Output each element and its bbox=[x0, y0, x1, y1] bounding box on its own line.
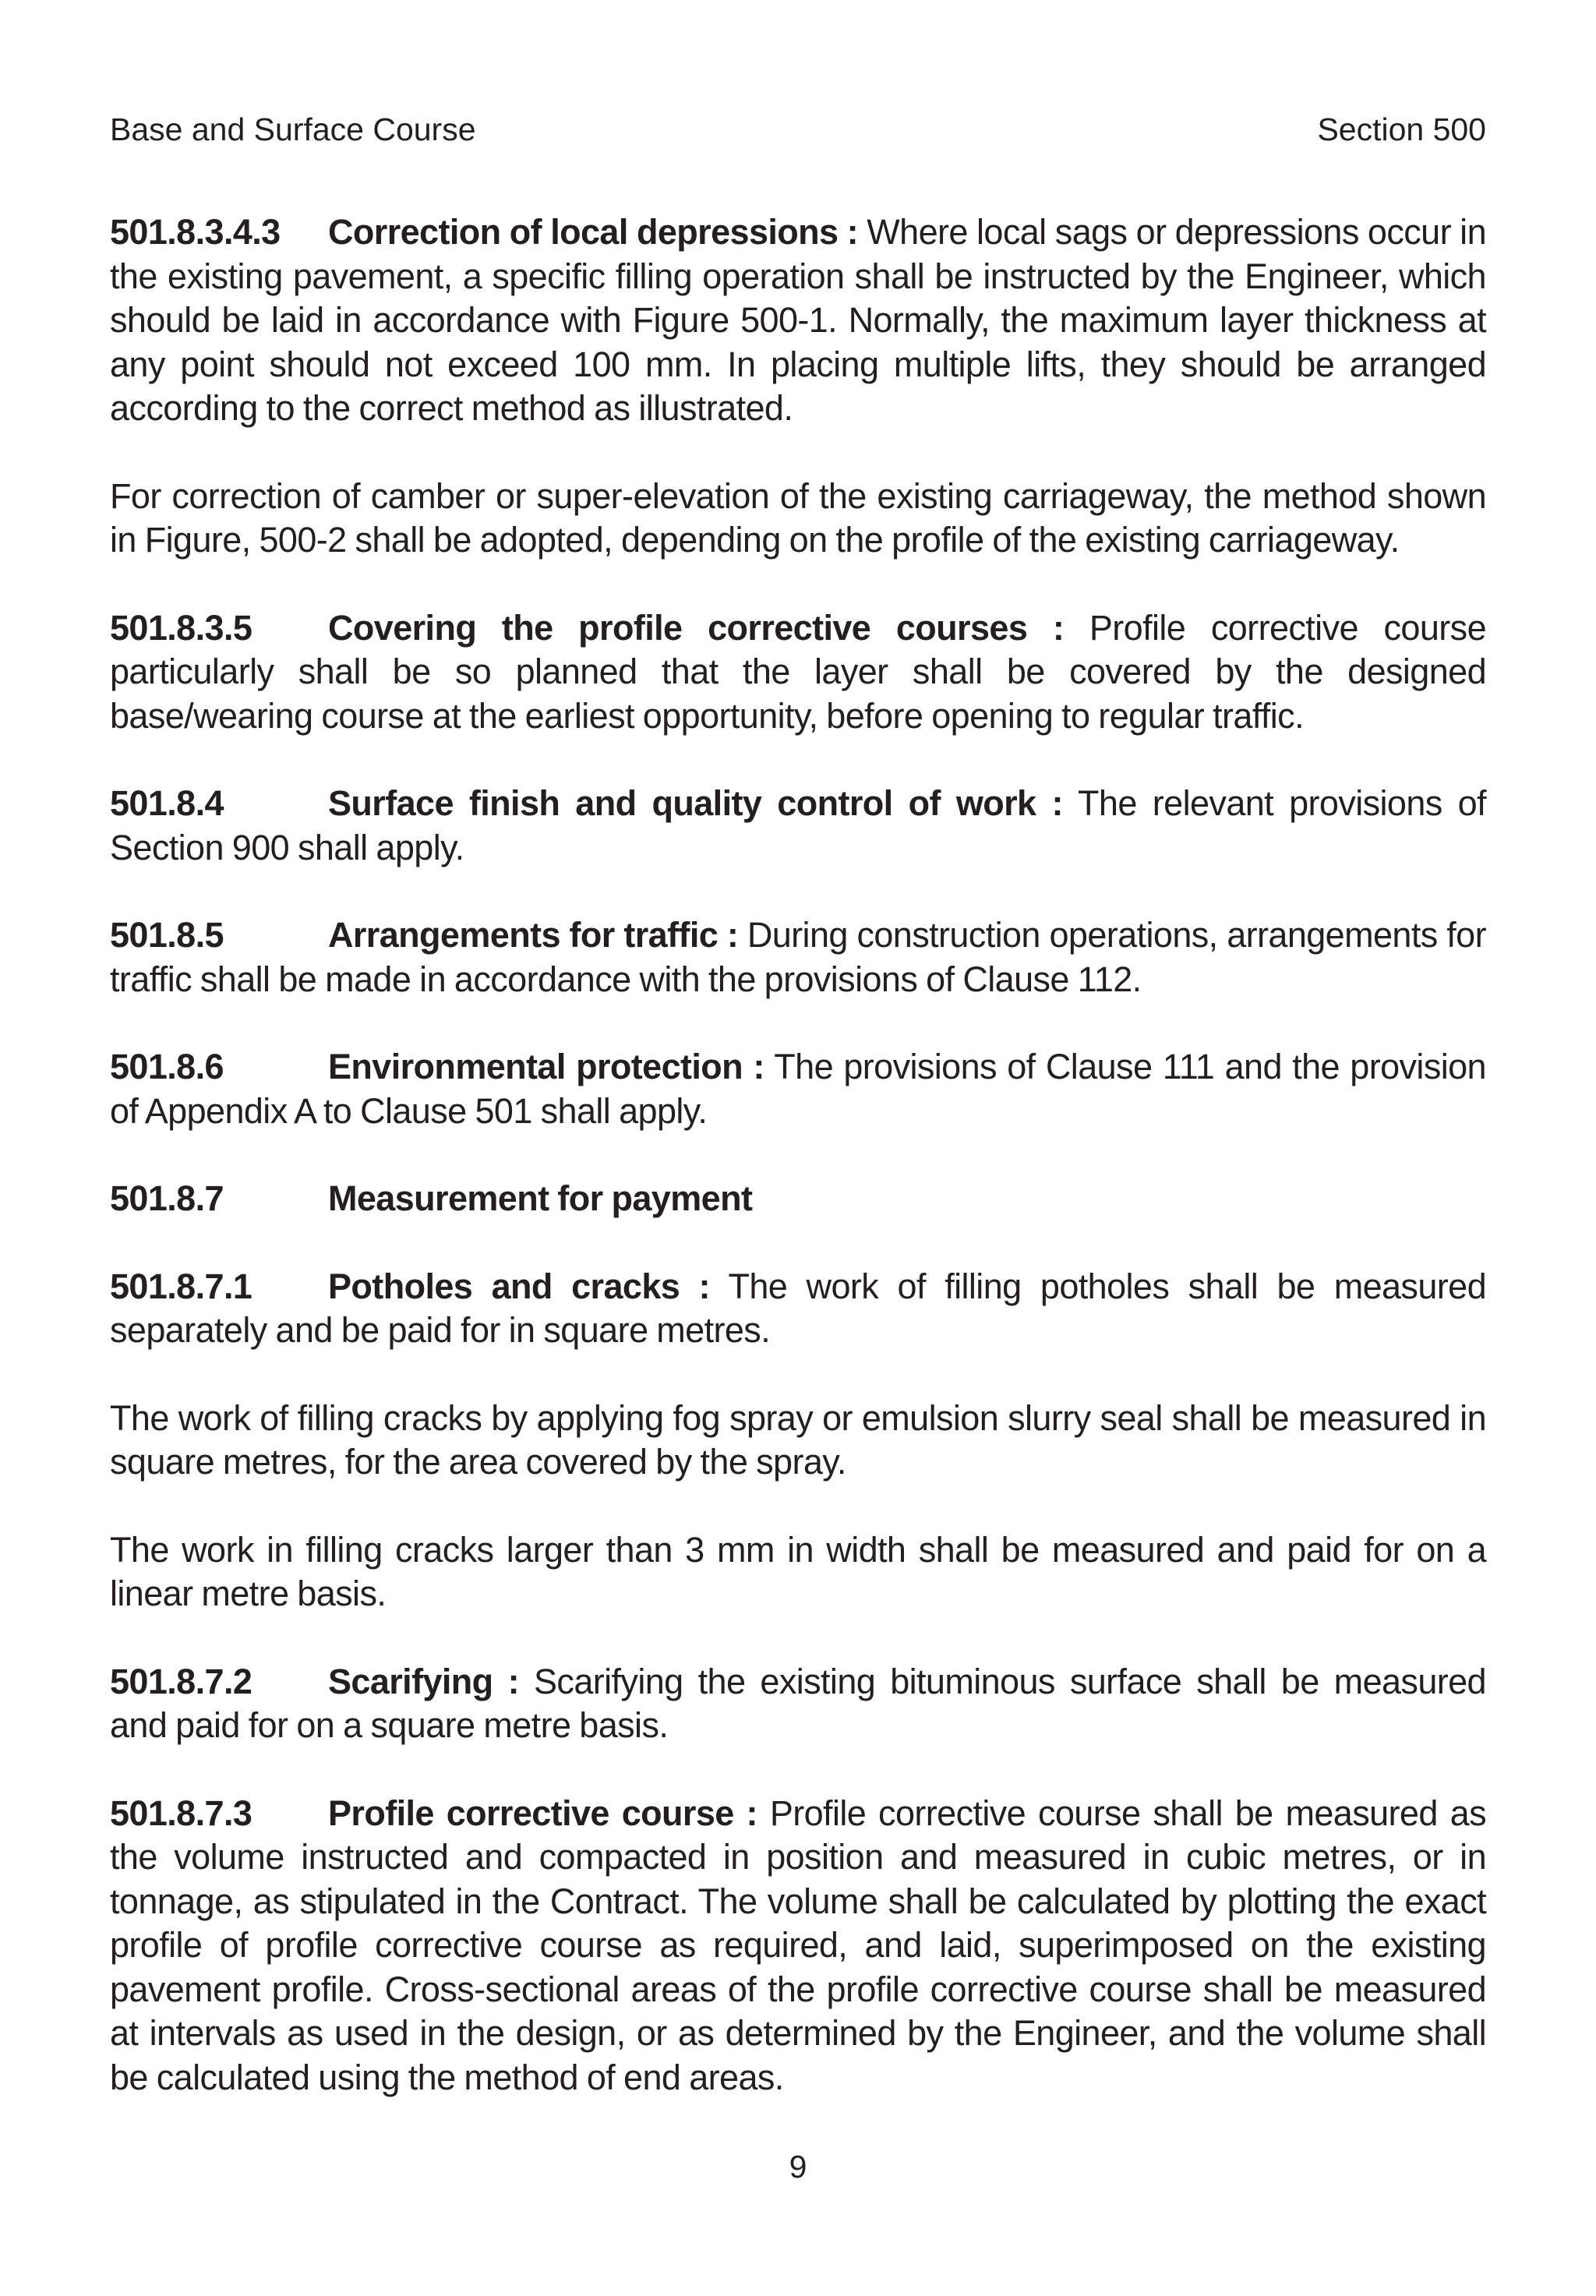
paragraph-501-8-3-4-3 bbox=[110, 210, 1486, 431]
clause-title: Covering the profile corrective courses : bbox=[328, 607, 1065, 648]
header-section-label: Section 500 bbox=[1317, 111, 1486, 147]
clause-number: 501.8.4 bbox=[110, 783, 224, 823]
clause-title: Environmental protection : bbox=[328, 1047, 764, 1086]
clause-title: Arrangements for traffic : bbox=[328, 915, 739, 955]
clause-text: The provisions of Clause 111 and the provision of Appendix A to Clause 501 shall apply. bbox=[110, 1047, 1486, 1131]
clause-number: 501.8.3.4.3 bbox=[110, 212, 281, 252]
clause-text: Profile corrective course particularly shall be so planned that the layer shall be covered by the designed base/wearing course at the earliest opportunity, before opening to regular traffic. bbox=[110, 607, 1486, 736]
paragraph-501-8-5 bbox=[110, 913, 1486, 1001]
clause-text: The work of filling potholes shall be measured separately and be paid for in square metres. bbox=[110, 1266, 1486, 1350]
clause-text: Scarifying the existing bituminous surface shall be measured and paid for on a square metre basis. bbox=[110, 1661, 1486, 1745]
paragraph-large-cracks bbox=[110, 1528, 1486, 1616]
page-number: 9 bbox=[789, 2149, 807, 2185]
paragraph-501-8-7-1 bbox=[110, 1265, 1486, 1353]
clause-number: 501.8.5 bbox=[110, 915, 224, 955]
clause-text: During construction operations, arrangements for traffic shall be made in accordance with the provisions of Clause 112. bbox=[110, 915, 1486, 999]
clause-number: 501.8.3.5 bbox=[110, 607, 252, 648]
paragraph-501-8-7-2 bbox=[110, 1660, 1486, 1748]
paragraph-text: The work of filling cracks by applying fog spray or emulsion slurry seal shall be measured in square metres, for the area covered by the spray. bbox=[110, 1397, 1486, 1482]
clause-title: Surface finish and quality control of work : bbox=[328, 783, 1063, 823]
paragraph-501-8-7 bbox=[110, 1177, 1486, 1221]
clause-number: 501.8.7.1 bbox=[110, 1266, 252, 1306]
header-left-title: Base and Surface Course bbox=[110, 111, 476, 147]
clause-title: Correction of local depressions : bbox=[328, 212, 859, 252]
paragraph-camber-correction bbox=[110, 475, 1486, 563]
clause-number: 501.8.7.2 bbox=[110, 1661, 252, 1701]
clause-text: Profile corrective course shall be measured as the volume instructed and compacted in position and measured in cubic metres, or in tonnage, as stipulated in the Contract. The volume shall be calculated by plotting the exact profile of profile corrective course as required, and laid, superimposed on the existing pavement profile. Cross-sectional areas of the profile corrective course shall be measured at intervals as used in the design, or as determined by the Engineer, and the volume shall be calculated using the method of end areas. bbox=[110, 1793, 1486, 2097]
clause-text: The relevant provisions of Section 900 shall apply. bbox=[110, 783, 1486, 867]
paragraph-501-8-6 bbox=[110, 1045, 1486, 1133]
paragraph-fog-spray bbox=[110, 1397, 1486, 1485]
paragraph-501-8-7-3 bbox=[110, 1792, 1486, 2100]
page-header bbox=[110, 106, 1486, 153]
clause-number: 501.8.7.3 bbox=[110, 1793, 252, 1833]
clause-title: Potholes and cracks : bbox=[328, 1266, 710, 1306]
clause-title: Scarifying : bbox=[328, 1661, 519, 1701]
document-page bbox=[110, 0, 1486, 2296]
paragraph-501-8-4 bbox=[110, 782, 1486, 870]
clause-title: Profile corrective course : bbox=[328, 1793, 757, 1833]
clause-number: 501.8.6 bbox=[110, 1047, 224, 1086]
paragraph-text: For correction of camber or super-elevation of the existing carriageway, the method shown in Figure, 500-2 shall be adopted, depending on the profile of the existing carriageway. bbox=[110, 475, 1486, 560]
paragraph-text: The work in filling cracks larger than 3 mm in width shall be measured and paid for on a linear metre basis. bbox=[110, 1529, 1486, 1613]
clause-title: Measurement for payment bbox=[328, 1178, 753, 1218]
paragraph-501-8-3-5 bbox=[110, 606, 1486, 739]
page-body bbox=[110, 210, 1486, 2143]
clause-number: 501.8.7 bbox=[110, 1178, 224, 1218]
clause-text: Where local sags or depressions occur in the existing pavement, a specific filling operation shall be instructed by the Engineer, which should be laid in accordance with Figure 500-1. Normally, the maximum layer thickness at any point should not exceed 100 mm. In placing multiple lifts, they should be arranged according to the correct method as illustrated. bbox=[110, 212, 1487, 428]
